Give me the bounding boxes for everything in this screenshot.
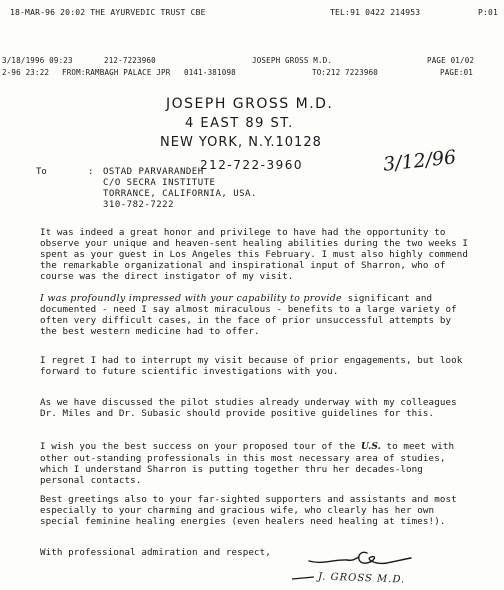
paragraph-6: Best greetings also to your far-sighted supporters and assistants and most especially to your charming and gracious wife, who clearly has her own special feminine healing energies (even healers need healing at times!). [40, 494, 457, 527]
fax-line2-page: PAGE 01/02 [427, 56, 475, 65]
fax-line1-left: 18-MAR-96 20:02 THE AYURVEDIC TRUST CBE [10, 8, 206, 17]
fax-line3-date: 2-96 23:22 [2, 68, 50, 77]
fax-line2-phone: 212-7223960 [104, 56, 156, 65]
letterhead [150, 96, 370, 172]
fax-line1-tel: TEL:91 0422 214953 [330, 8, 421, 17]
paragraph-5-insert: U.S. [361, 442, 381, 452]
paragraph-3: I regret I had to interrupt my visit because of prior engagements, but look forward to future scientific investigations with you. [40, 355, 463, 377]
paragraph-4: As we have discussed the pilot studies already underway with my colleagues Dr. Miles and Dr. Subasic should provide positive guidelines for this. [40, 397, 457, 419]
recipient-line-1: OSTAD PARVARANDEH [103, 167, 204, 177]
signature-underline-stroke [290, 574, 316, 582]
paragraph-2-handwritten: I was profoundly impressed with your capability to provide [40, 293, 342, 304]
paragraph-5-part-a: I wish you the best success on your proposed tour of the [40, 441, 356, 452]
handwritten-date: 3/12/96 [382, 146, 458, 176]
paragraph-7: With professional admiration and respect, [40, 547, 271, 558]
letterhead-street: 4 EAST 89 ST. [185, 116, 294, 131]
paragraph-2-typed: significant and documented - need I say almost miraculous - benefits to a large variety of often very difficult cases, in the face of prior unsuccessful attempts by the best western medicine had to offer. [40, 293, 457, 337]
recipient-address [103, 167, 257, 211]
paragraph-2 [40, 293, 470, 337]
fax-line3-page: PAGE:01 [440, 68, 474, 77]
paragraph-5 [40, 441, 470, 486]
letterhead-name: JOSEPH GROSS M.D. [166, 96, 334, 112]
fax-line1-page: P:01 [478, 8, 499, 17]
fax-line2-sender: JOSEPH GROSS M.D. [252, 56, 333, 65]
recipient-line-4: 310-782-7222 [103, 200, 175, 210]
fax-line3-number: 0141-381098 [184, 68, 236, 77]
letterhead-phone: 212-722-3960 [200, 158, 304, 172]
recipient-line-2: C/O SECRA INSTITUTE [103, 178, 216, 188]
fax-line3-to: TO:212 7223960 [312, 68, 379, 77]
paragraph-5-part-b: to meet with other out-standing professionals in this most necessary area of studies, which I understand Sharron is putting together thru her decades-long personal contacts. [40, 441, 455, 486]
fax-line2-date: 3/18/1996 09:23 [2, 56, 73, 65]
fax-line3-from: FROM:RAMBAGH PALACE JPR [62, 68, 171, 77]
to-label: To [36, 167, 47, 177]
paragraph-1: It was indeed a great honor and privilege to have had the opportunity to observe your unique and heaven-sent healing abilities during the two weeks I spent as your guest in Los Angeles this February. I must also highly commend the remarkable organizational and inspirational input of Sharron, who of course was the direct instigator of my visit. [40, 227, 468, 282]
recipient-line-3: TORRANCE, CALIFORNIA, USA. [103, 189, 257, 199]
fax-header-line-1 [10, 8, 499, 17]
to-colon: : [88, 167, 94, 177]
signature-name: J. GROSS M.D. [317, 571, 406, 586]
signature-scribble [305, 545, 415, 571]
letterhead-city: NEW YORK, N.Y.10128 [160, 135, 322, 150]
